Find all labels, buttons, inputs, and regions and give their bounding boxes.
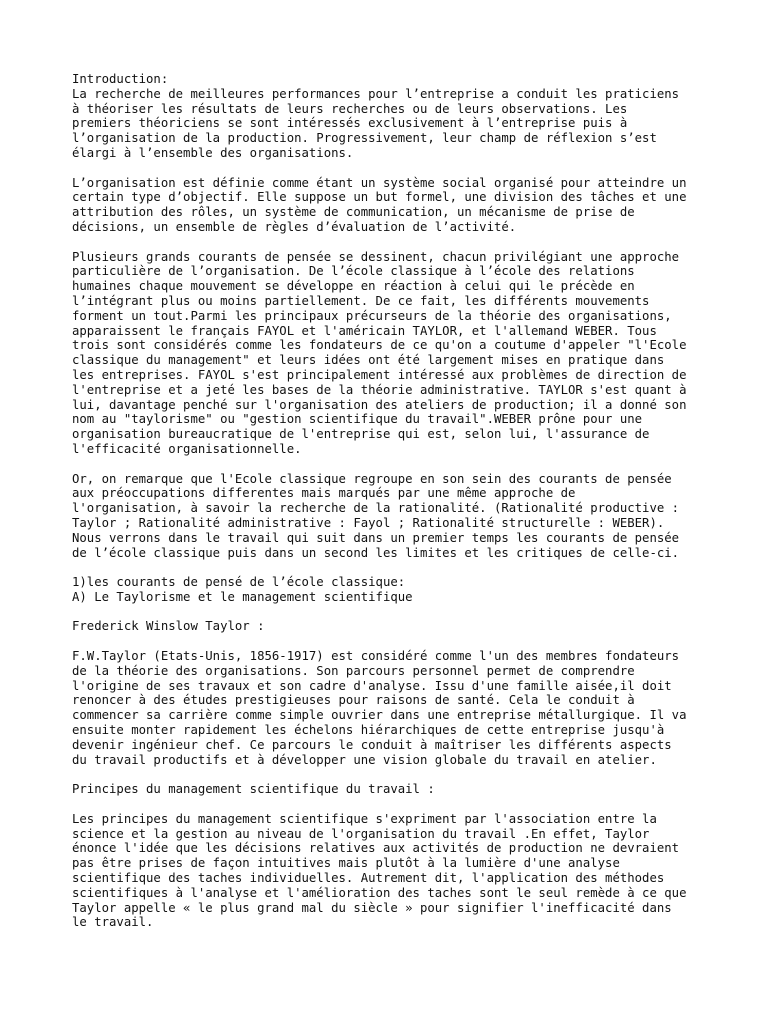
text-line: élargi à l’ensemble des organisations. xyxy=(72,145,354,160)
text-line: Taylor appelle « le plus grand mal du siècle » pour signifier l'inefficacité dans xyxy=(72,900,672,915)
section-heading-introduction: Introduction: xyxy=(72,72,169,86)
text-line: science et la gestion au niveau de l'organisation du travail .En effet, Taylor xyxy=(72,826,650,841)
text-line: l'origine de ses travaux et son cadre d'analyse. Issu d'une famille aisée,il doit xyxy=(72,678,672,693)
text-line: l’intégrant plus ou moins partiellement. De ce fait, les différents mouvements xyxy=(72,293,650,308)
paragraph-gap xyxy=(72,767,712,782)
text-line: à théoriser les résultats de leurs recherches ou de leurs observations. Les xyxy=(72,101,628,116)
text-line: le travail. xyxy=(72,915,154,930)
paragraph-gap xyxy=(72,797,712,812)
paragraph-gap xyxy=(72,457,712,472)
subsection-heading-taylorisme: A) Le Taylorisme et le management scientifique xyxy=(72,589,413,604)
paragraph-organisation-definition xyxy=(72,176,712,235)
text-line: Nous verrons dans le travail qui suit dans un premier temps les courants de pensée xyxy=(72,530,680,545)
text-line: classique du management" et leurs idées ont été largement mises en pratique dans xyxy=(72,353,665,368)
text-line: ensuite monter rapidement les échelons hiérarchiques de cette entreprise jusqu'à xyxy=(72,723,665,738)
text-line: nom au "taylorisme" ou "gestion scientifique du travail".WEBER prône pour une xyxy=(72,412,643,427)
paragraph-gap xyxy=(72,634,712,649)
paragraph-gap xyxy=(72,235,712,250)
text-line: renoncer à des études prestigieuses pour raisons de santé. Cela le conduit à xyxy=(72,693,635,708)
text-line: lui, davantage penché sur l'organisation des ateliers de production; il a donné son xyxy=(72,397,687,412)
paragraph-principes-heading xyxy=(72,782,712,797)
heading-principes-management: Principes du management scientifique du travail : xyxy=(72,782,435,797)
text-line: pas être prises de façon intuitives mais plutôt à la lumière d'une analyse xyxy=(72,856,620,871)
text-line: forment un tout.Parmi les principaux précurseurs de la théorie des organisations, xyxy=(72,308,672,323)
text-line: scientifique des taches individuelles. Autrement dit, l'application des méthodes xyxy=(72,871,665,886)
document-page xyxy=(72,72,712,930)
text-line: Les principes du management scientifique s'expriment par l'association entre la xyxy=(72,811,657,826)
paragraph-courants-de-pensee xyxy=(72,250,712,457)
text-line: L’organisation est définie comme étant un système social organisé pour atteindre un xyxy=(72,175,687,190)
paragraph-ecole-classique xyxy=(72,472,712,561)
text-line: organisation bureaucratique de l'entreprise qui est, selon lui, l'assurance de xyxy=(72,427,650,442)
text-line: l'organisation, à savoir la recherche de la rationalité. (Rationalité productive : xyxy=(72,501,680,516)
text-line: commencer sa carrière comme simple ouvrier dans une entreprise métallurgique. Il va xyxy=(72,708,687,723)
paragraph-gap xyxy=(72,605,712,620)
text-line: certain type d’objectif. Elle suppose un but formel, une division des tâches et une xyxy=(72,190,687,205)
text-line: Taylor ; Rationalité administrative : Fayol ; Rationalité structurelle : WEBER). xyxy=(72,515,665,530)
paragraph-taylor-biography xyxy=(72,649,712,767)
text-line: de la théorie des organisations. Son parcours personnel permet de comprendre xyxy=(72,663,635,678)
paragraph-section-headings xyxy=(72,575,712,605)
text-line: les entreprises. FAYOL s'est principalement intéressé aux problèmes de direction de xyxy=(72,367,687,382)
text-line: décisions, un ensemble de règles d’évaluation de l’activité. xyxy=(72,219,517,234)
section-heading-courants: 1)les courants de pensé de l’école classique: xyxy=(72,575,406,590)
text-line: l’organisation de la production. Progressivement, leur champ de réflexion s’est xyxy=(72,131,657,146)
heading-frederick-winslow-taylor: Frederick Winslow Taylor : xyxy=(72,619,265,634)
paragraph-principes-body xyxy=(72,812,712,930)
text-line: énonce l'idée que les décisions relatives aux activités de production ne devraient xyxy=(72,841,680,856)
paragraph-introduction xyxy=(72,72,712,161)
paragraph-taylor-heading xyxy=(72,619,712,634)
text-line: l'entreprise et a jeté les bases de la théorie administrative. TAYLOR s'est quant à xyxy=(72,382,687,397)
text-line: trois sont considérés comme les fondateurs de ce qu'on a coutume d'appeler "l'Ecole xyxy=(72,338,687,353)
text-line: aux préoccupations differentes mais marqués par une même approche de xyxy=(72,486,576,501)
text-line: de l’école classique puis dans un second les limites et les critiques de celle-ci. xyxy=(72,545,680,560)
text-line: F.W.Taylor (Etats-Unis, 1856-1917) est considéré comme l'un des membres fondateurs xyxy=(72,649,680,664)
text-line: attribution des rôles, un système de communication, un mécanisme de prise de xyxy=(72,205,635,220)
text-line: du travail productifs et à développer une vision globale du travail en atelier. xyxy=(72,752,657,767)
text-line: humaines chaque mouvement se développe en réaction à celui qui le précède en xyxy=(72,279,635,294)
text-line: l'efficacité organisationnelle. xyxy=(72,441,302,456)
text-line: apparaissent le français FAYOL et l'américain TAYLOR, et l'allemand WEBER. Tous xyxy=(72,323,657,338)
text-line: devenir ingénieur chef. Ce parcours le conduit à maîtriser les différents aspects xyxy=(72,737,672,752)
paragraph-gap xyxy=(72,161,712,176)
text-line: Or, on remarque que l'Ecole classique regroupe en son sein des courants de pensée xyxy=(72,471,672,486)
text-line: La recherche de meilleures performances pour l’entreprise a conduit les praticiens xyxy=(72,86,680,101)
text-line: particulière de l’organisation. De l’école classique à l’école des relations xyxy=(72,264,635,279)
paragraph-gap xyxy=(72,560,712,575)
text-line: scientifiques à l'analyse et l'amélioration des taches sont le seul remède à ce que xyxy=(72,885,687,900)
text-line: premiers théoriciens se sont intéressés exclusivement à l’entreprise puis à xyxy=(72,116,628,131)
text-line: Plusieurs grands courants de pensée se dessinent, chacun privilégiant une approche xyxy=(72,249,680,264)
